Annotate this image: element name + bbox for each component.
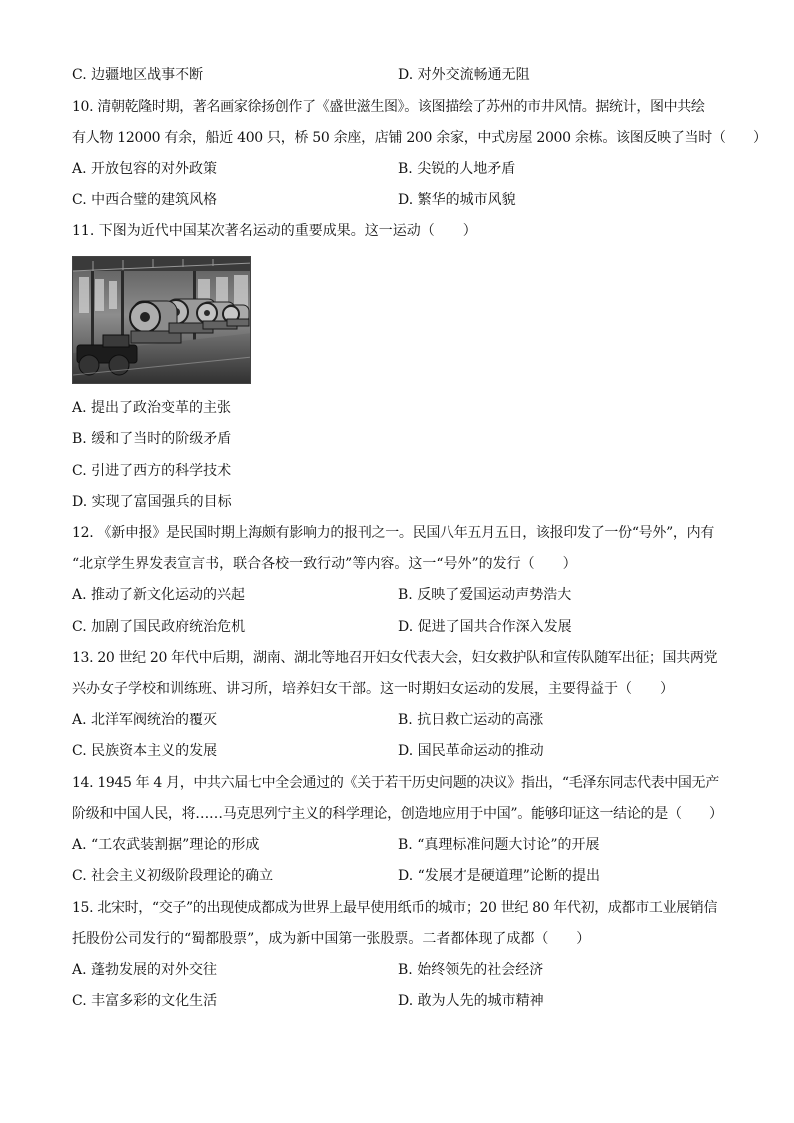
q13-stem-line-2: 兴办女子学校和训练班、讲习所，培养妇女干部。这一时期妇女运动的发展，主要得益于（ ） <box>72 681 674 697</box>
q15-option-b: B. 始终领先的社会经济 <box>398 962 544 978</box>
q14-option-a: A. “工农武装割据”理论的形成 <box>72 837 260 853</box>
q14-stem-line-2: 阶级和中国人民，将……马克思列宁主义的科学理论，创造地应用于中国”。能够印证这一结论的是（ ） <box>72 806 723 822</box>
q11-stem: 11. 下图为近代中国某次著名运动的重要成果。这一运动（ ） <box>72 223 477 239</box>
q10-option-b: B. 尖锐的人地矛盾 <box>398 161 516 177</box>
q12-stem-line-2: “北京学生界发表宣言书，联合各校一致行动”等内容。这一“号外”的发行（ ） <box>72 556 577 572</box>
q11-option-a: A. 提出了政治变革的主张 <box>72 400 232 416</box>
q15-stem-line-2: 托股份公司发行的“蜀都股票”，成为新中国第一张股票。二者都体现了成都（ ） <box>72 931 591 947</box>
q10-option-d: D. 繁华的城市风貌 <box>398 192 516 208</box>
q12-option-d: D. 促进了国共合作深入发展 <box>398 619 572 635</box>
q9-option-d: D. 对外交流畅通无阻 <box>398 67 530 83</box>
q9-option-c: C. 边疆地区战事不断 <box>72 67 204 83</box>
q14-option-d: D. “发展才是硬道理”论断的提出 <box>398 868 600 884</box>
q11-option-b: B. 缓和了当时的阶级矛盾 <box>72 431 232 447</box>
q12-option-c: C. 加剧了国民政府统治危机 <box>72 619 246 635</box>
q15-option-c: C. 丰富多彩的文化生活 <box>72 993 218 1009</box>
q12-option-a: A. 推动了新文化运动的兴起 <box>72 587 246 603</box>
q13-option-b: B. 抗日救亡运动的高涨 <box>398 712 544 728</box>
q13-option-c: C. 民族资本主义的发展 <box>72 743 218 759</box>
q12-option-b: B. 反映了爱国运动声势浩大 <box>398 587 572 603</box>
q13-option-d: D. 国民革命运动的推动 <box>398 743 544 759</box>
q14-stem-line-1: 14. 1945 年 4 月，中共六届七中全会通过的《关于若干历史问题的决议》指出，“毛泽东同志代表中国无产 <box>72 775 719 791</box>
q15-option-d: D. 敢为人先的城市精神 <box>398 993 544 1009</box>
factory-machinery-photo <box>72 256 251 384</box>
q11-option-d: D. 实现了富国强兵的目标 <box>72 494 232 510</box>
q10-option-a: A. 开放包容的对外政策 <box>72 161 218 177</box>
q15-stem-line-1: 15. 北宋时，“交子”的出现使成都成为世界上最早使用纸币的城市；20 世纪 80 年代初，成都市工业展销信 <box>72 900 718 916</box>
q10-stem-line-2: 有人物 12000 有余，船近 400 只，桥 50 余座，店铺 200 余家，中式房屋 2000 余栋。该图反映了当时（ ） <box>72 130 767 146</box>
q12-stem-line-1: 12. 《新申报》是民国时期上海颇有影响力的报刊之一。民国八年五月五日，该报印发了一份“号外”，内有 <box>72 525 715 541</box>
q15-option-a: A. 蓬勃发展的对外交往 <box>72 962 218 978</box>
q11-option-c: C. 引进了西方的科学技术 <box>72 463 232 479</box>
q13-option-a: A. 北洋军阀统治的覆灭 <box>72 712 218 728</box>
q14-option-b: B. “真理标准问题大讨论”的开展 <box>398 837 600 853</box>
q10-stem-line-1: 10. 清朝乾隆时期，著名画家徐扬创作了《盛世滋生图》。该图描绘了苏州的市井风情。据统计，图中共绘 <box>72 99 705 115</box>
q10-option-c: C. 中西合璧的建筑风格 <box>72 192 218 208</box>
q13-stem-line-1: 13. 20 世纪 20 年代中后期，湖南、湖北等地召开妇女代表大会，妇女救护队和宣传队随军出征；国共两党 <box>72 650 718 666</box>
q14-option-c: C. 社会主义初级阶段理论的确立 <box>72 868 274 884</box>
